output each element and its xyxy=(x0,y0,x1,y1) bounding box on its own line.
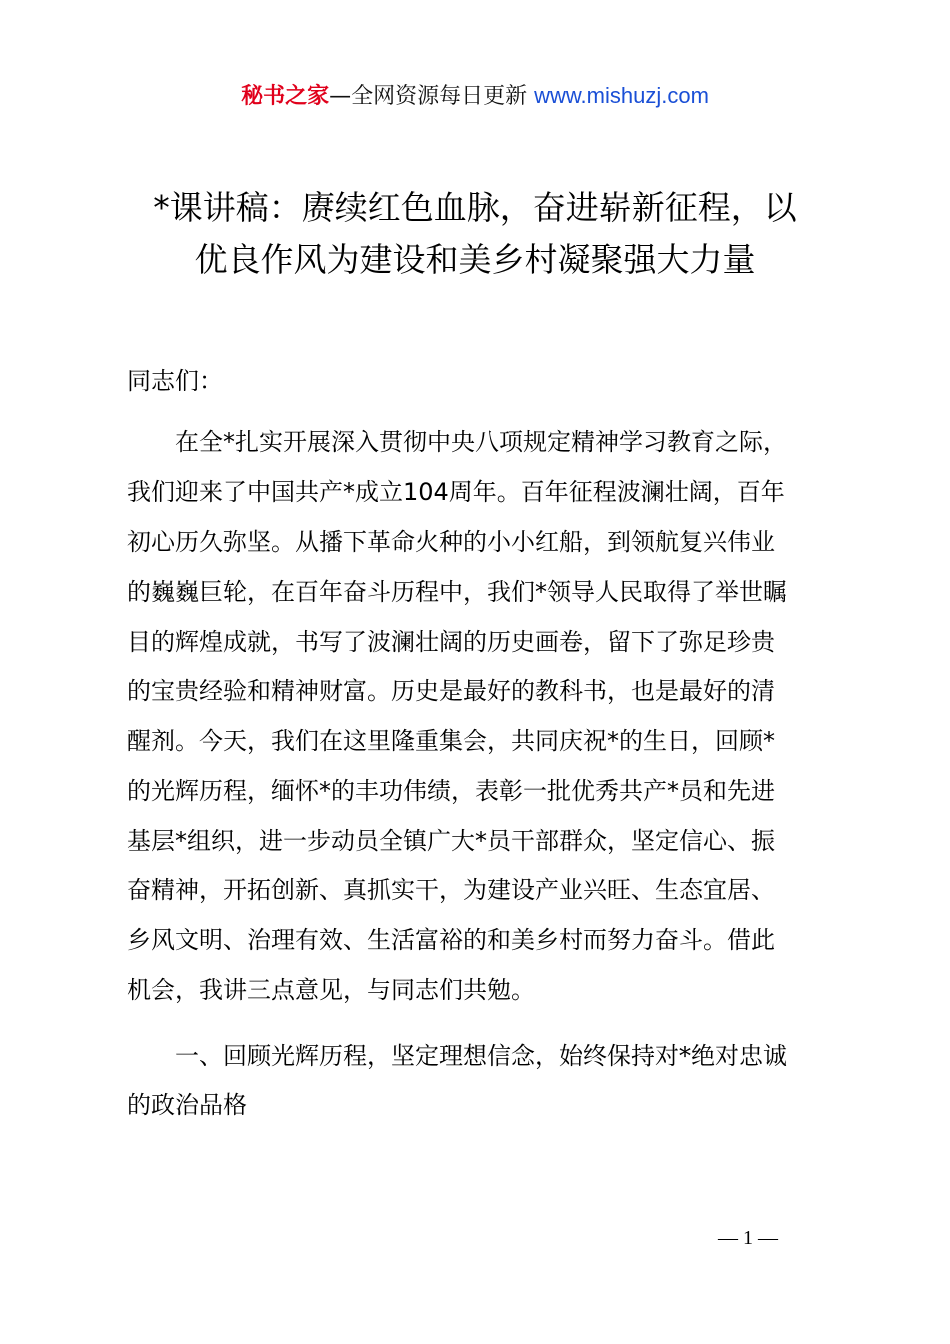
title-line-1: *课讲稿：赓续红色血脉，奋进崭新征程，以 xyxy=(153,188,797,227)
body-line: 的光辉历程，缅怀*的丰功伟绩，表彰一批优秀共产*员和先进 xyxy=(127,777,775,805)
body-line: 目的辉煌成就，书写了波澜壮阔的历史画卷，留下了弥足珍贵 xyxy=(127,628,775,656)
body-line: 基层*组织，进一步动员全镇广大*员干部群众，坚定信心、振 xyxy=(127,827,775,855)
site-header xyxy=(0,80,950,113)
section-heading-line: 的政治品格 xyxy=(127,1091,247,1119)
body-line: 机会，我讲三点意见，与同志们共勉。 xyxy=(127,976,535,1004)
body-line: 奋精神，开拓创新、真抓实干，为建设产业兴旺、生态宜居、 xyxy=(127,876,775,904)
body-line: 醒剂。今天，我们在这里隆重集会，共同庆祝*的生日，回顾* xyxy=(127,727,775,755)
salutation: 同志们： xyxy=(127,367,223,395)
title-line-2: 优良作风为建设和美乡村凝聚强大力量 xyxy=(194,240,756,279)
header-tagline: —全网资源每日更新 xyxy=(329,84,535,109)
header-url-link[interactable]: www.mishuzj.com xyxy=(534,83,709,108)
body-line: 的宝贵经验和精神财富。历史是最好的教科书，也是最好的清 xyxy=(127,677,775,705)
body-line: 在全*扎实开展深入贯彻中央八项规定精神学习教育之际， xyxy=(127,428,787,456)
body-line: 我们迎来了中国共产*成立104周年。百年征程波澜壮阔，百年 xyxy=(127,478,785,506)
page-number: — 1 — xyxy=(718,1227,778,1249)
body-line: 乡风文明、治理有效、生活富裕的和美乡村而努力奋斗。借此 xyxy=(127,926,775,954)
document-title xyxy=(60,182,890,286)
body-line: 的巍巍巨轮，在百年奋斗历程中，我们*领导人民取得了举世瞩 xyxy=(127,578,787,606)
body-line: 初心历久弥坚。从播下革命火种的小小红船，到领航复兴伟业 xyxy=(127,528,775,556)
brand-name: 秘书之家 xyxy=(241,84,330,109)
section-heading-line: 一、回顾光辉历程，坚定理想信念，始终保持对*绝对忠诚 xyxy=(127,1042,787,1070)
